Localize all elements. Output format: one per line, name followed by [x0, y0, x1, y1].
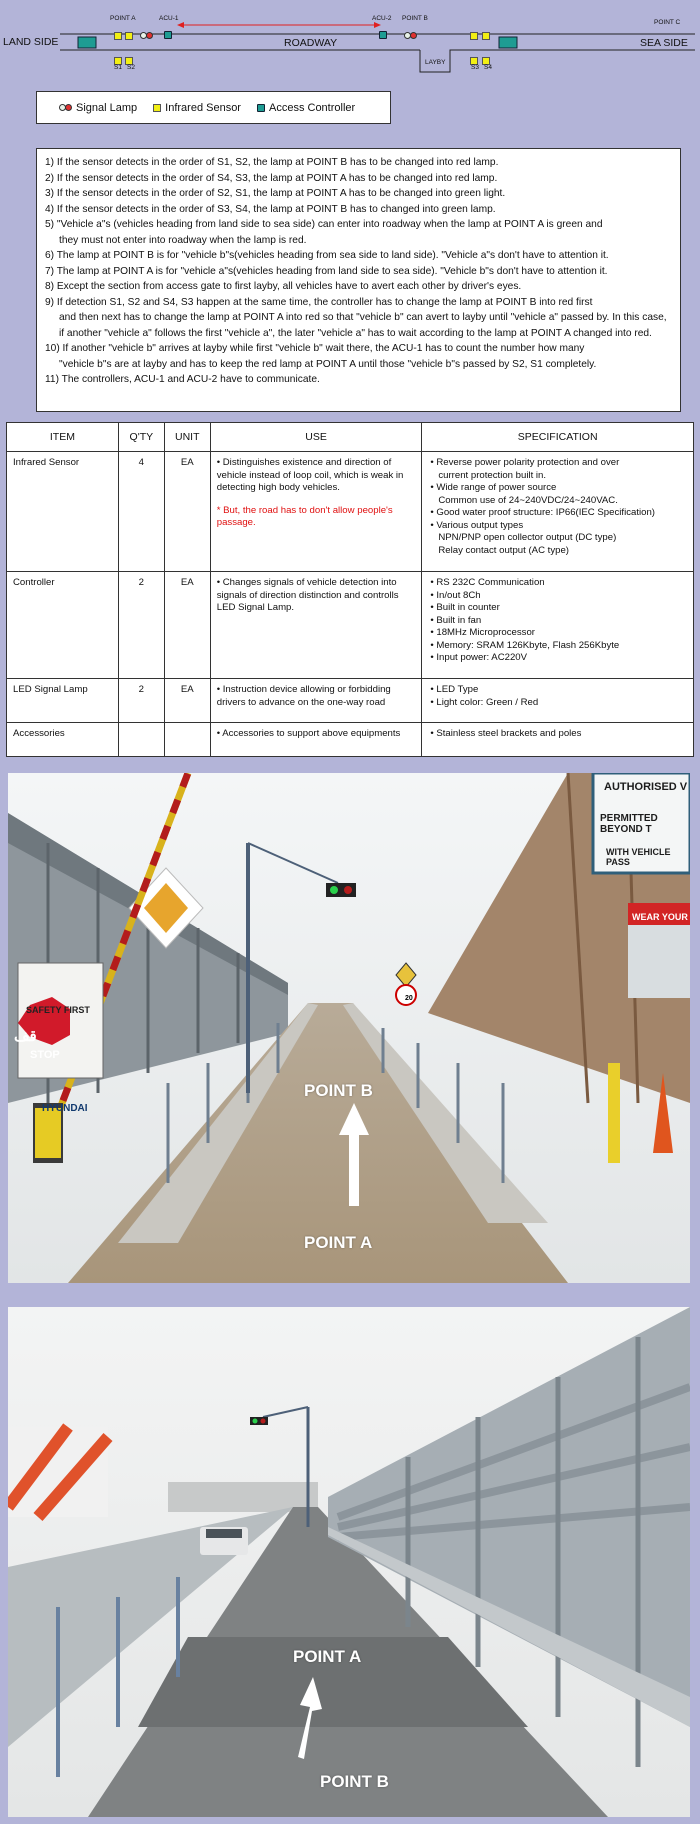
point-b-photo-label: POINT B: [304, 1081, 373, 1100]
spec-line: • Wide range of power source: [430, 482, 557, 493]
s3-label: S3: [471, 64, 479, 71]
rule-item: 8) Except the section from access gate to first layby, all vehicles have to avert each other by driver's eyes.: [45, 281, 522, 292]
spec-line: • Various output types: [430, 519, 524, 531]
specification-table: [6, 422, 694, 757]
spec-line: • Stainless steel brackets and poles: [430, 728, 582, 739]
acu1-label: ACU-1: [159, 15, 179, 22]
cell-spec: [422, 572, 694, 679]
wear-your-sign-text: WEAR YOUR: [632, 912, 688, 922]
layby-label: LAYBY: [425, 59, 446, 66]
spec-line: • 18MHz Microprocessor: [430, 627, 535, 638]
sensor-icon: [482, 27, 490, 45]
sensor-icon: [114, 27, 122, 45]
spec-line: Relay contact output (AC type): [438, 544, 569, 556]
access-controller-icon: [164, 26, 172, 44]
legend-signal-lamp-label: Signal Lamp: [76, 101, 138, 114]
photo-point-a-to-b: [8, 773, 690, 1283]
header-use: USE: [210, 423, 422, 452]
cell-unit: EA: [164, 679, 210, 723]
cell-use: [210, 452, 422, 572]
use-note: * But, the road has to don't allow people's passage.: [216, 504, 393, 528]
cell-item: Accessories: [7, 723, 119, 757]
spec-line: • RS 232C Communication: [430, 577, 545, 588]
photo-point-b-to-a: [8, 1307, 690, 1817]
header-item: ITEM: [7, 423, 119, 452]
cell-unit: EA: [164, 452, 210, 572]
cell-use: [210, 572, 422, 679]
sensor-icon: [470, 27, 478, 45]
cell-item: LED Signal Lamp: [7, 679, 119, 723]
cell-use: [210, 679, 422, 723]
bridge-photo-2: [8, 1307, 690, 1817]
legend-access-controller-label: Access Controller: [268, 101, 356, 114]
stop-sign: STOP: [30, 1049, 60, 1061]
header-qty: Q'TY: [118, 423, 164, 452]
rule-item: 1) If the sensor detects in the order of S1, S2, the lamp at POINT B has to be changed into red lamp.: [45, 157, 499, 168]
layout-diagram: [0, 0, 700, 80]
rule-item: 5) "Vehicle a"s (vehicles heading from land side to sea side) can enter into roadway when the lamp at POINT A is green and: [45, 219, 603, 230]
header-unit: UNIT: [164, 423, 210, 452]
cell-spec: [422, 679, 694, 723]
table-row: [7, 679, 694, 723]
spec-line: Common use of 24~240VDC/24~240VAC.: [438, 494, 618, 506]
cell-unit: [164, 723, 210, 757]
rule-item: 11) The controllers, ACU-1 and ACU-2 have to communicate.: [45, 374, 320, 385]
table-row: [7, 452, 694, 572]
cell-qty: 2: [118, 679, 164, 723]
rule-item: 3) If the sensor detects in the order of S2, S1, the lamp at POINT A has to be changed into green light.: [45, 188, 506, 199]
legend-signal-lamp: [59, 102, 137, 114]
spec-line: • In/out 8Ch: [430, 589, 481, 601]
point-a-photo-label: POINT A: [304, 1233, 373, 1252]
speed-limit-sign: 20: [405, 995, 413, 1002]
signal-lamp-icon: [404, 26, 417, 44]
point-c-label: POINT C: [654, 19, 681, 26]
safety-first-sign: SAFETY FIRST: [26, 1005, 90, 1015]
rule-item: 4) If the sensor detects in the order of S3, S4, the lamp at POINT B has to changed into green lamp.: [45, 203, 496, 215]
table-header-row: [7, 423, 694, 452]
use-text: • Accessories to support above equipments: [216, 728, 401, 739]
access-controller-icon: [379, 26, 387, 44]
stop-sign-arabic: قف: [14, 1028, 37, 1045]
s4-label: S4: [484, 64, 492, 71]
point-a-photo2-label: POINT A: [293, 1647, 362, 1666]
spec-line: • Good water proof structure: IP66(IEC Specification): [430, 507, 655, 518]
spec-line: • Built in counter: [430, 602, 500, 613]
road-schematic: [0, 0, 700, 80]
roadway-label: ROADWAY: [284, 37, 338, 49]
point-a-label: POINT A: [110, 15, 136, 22]
cell-item: Controller: [7, 572, 119, 679]
legend-infrared-sensor-label: Infrared Sensor: [165, 101, 241, 114]
s1-label: S1: [114, 64, 122, 71]
acu2-label: ACU-2: [372, 15, 392, 22]
use-text: • Changes signals of vehicle detection into signals of direction distinction and controlls LED Signal Lamp.: [216, 577, 399, 613]
vehicle-pass-sign-text: WITH VEHICLE PASS: [606, 847, 671, 867]
cell-qty: 4: [118, 452, 164, 572]
cell-qty: [118, 723, 164, 757]
cell-qty: 2: [118, 572, 164, 679]
sensor-icon: [125, 27, 133, 45]
spec-line: NPN/PNP open collector output (DC type): [438, 532, 617, 543]
table-row: [7, 572, 694, 679]
cell-use: [210, 723, 422, 757]
s2-label: S2: [127, 64, 135, 71]
signal-lamp-icon: [59, 104, 72, 111]
cell-spec: [422, 452, 694, 572]
point-b-photo2-label: POINT B: [320, 1772, 389, 1791]
signal-lamp-icon: [140, 26, 153, 44]
authorised-sign-text: AUTHORISED V: [604, 781, 688, 793]
rule-continuation: "vehicle b"s are at layby and has to keep the red lamp at POINT A until those "vehicle b"s passed by S2, S1 completely.: [59, 358, 597, 370]
point-b-label: POINT B: [402, 15, 428, 22]
rule-item: 10) If another "vehicle b" arrives at layby while first "vehicle b" wait there, the ACU-1 has to count the number how many: [45, 343, 585, 354]
land-side-label: LAND SIDE: [3, 36, 59, 48]
rule-item: 6) The lamp at POINT B is for "vehicle b"s(vehicles heading from sea side to land side). "Vehicle a"s don't have to attention it.: [45, 250, 609, 261]
bridge-photo-1: [8, 773, 690, 1283]
spec-line: current protection built in.: [438, 469, 547, 481]
legend-access-controller: [257, 102, 355, 114]
rule-item: 7) The lamp at POINT A is for "vehicle a"s(vehicles heading from land side to sea side). "Vehicle b"s don't have to attention it.: [45, 265, 608, 277]
legend: [36, 91, 391, 124]
sea-side-label: SEA SIDE: [640, 37, 688, 49]
spec-line: • Reverse power polarity protection and over: [430, 457, 620, 468]
sensor-icon: [153, 104, 161, 112]
use-text: • Distinguishes existence and direction of vehicle instead of loop coil, which is weak in detecting high body vehicles.: [216, 457, 404, 493]
header-specification: SPECIFICATION: [422, 423, 694, 452]
spec-line: • Built in fan: [430, 614, 482, 626]
cell-spec: [422, 723, 694, 757]
permitted-sign-text: PERMITTED BEYOND T: [600, 813, 658, 835]
spec-line: • Input power: AC220V: [430, 652, 528, 663]
spec-line: • LED Type: [430, 684, 479, 695]
spec-line: • Memory: SRAM 126Kbyte, Flash 256Kbyte: [430, 639, 620, 651]
hyundai-logo: HYUNDAI: [42, 1103, 88, 1114]
rule-item: 9) If detection S1, S2 and S4, S3 happen at the same time, the controller has to change the lamp at POINT B into red first: [45, 296, 593, 308]
rule-item: 2) If the sensor detects in the order of S4, S3, the lamp at POINT A has to be changed into red lamp.: [45, 172, 498, 184]
rule-continuation: they must not enter into roadway when the lamp is red.: [59, 234, 307, 246]
legend-infrared-sensor: [153, 102, 241, 114]
cell-item: Infrared Sensor: [7, 452, 119, 572]
cell-unit: EA: [164, 572, 210, 679]
spec-line: • Light color: Green / Red: [430, 696, 539, 708]
rules-box: [36, 148, 681, 412]
access-controller-icon: [257, 104, 265, 112]
table-row: [7, 723, 694, 757]
use-text: • Instruction device allowing or forbidding drivers to advance on the one-way road: [216, 684, 391, 708]
rule-continuation: and then next has to change the lamp at POINT A into red so that "vehicle b" can avert to layby until "vehicle a" passed by. In this case, if another "vehicle a" follows the first "vehicle a", the later "vehicle a" has to wait according to the lamp at POINT A changed into red.: [59, 312, 667, 339]
